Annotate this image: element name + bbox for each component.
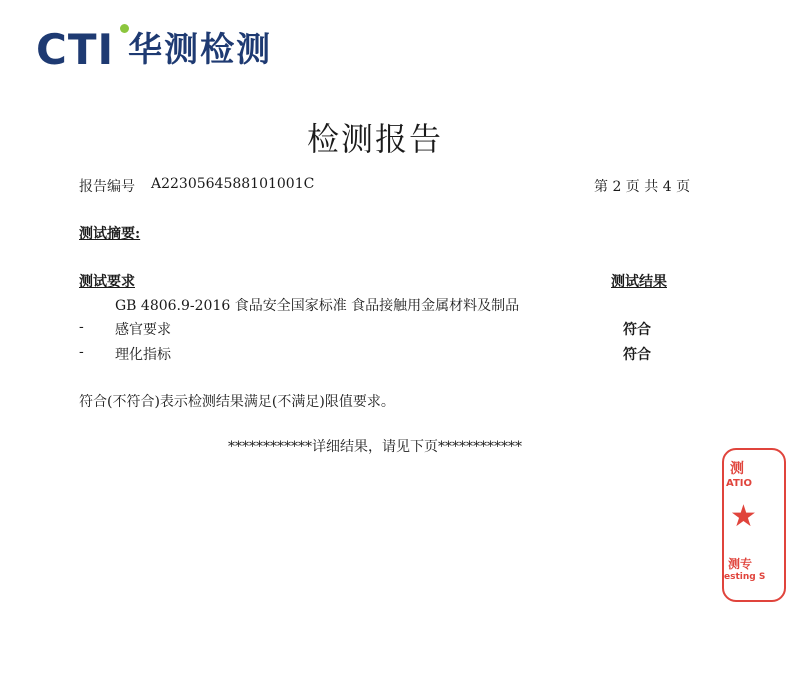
row-result: 符合 — [623, 347, 651, 363]
row-item: 理化指标 — [115, 347, 171, 363]
summary-heading: 测试摘要: — [79, 226, 141, 242]
stamp-text: esting S — [724, 572, 766, 582]
official-seal-stamp — [722, 448, 786, 602]
column-requirement-header: 测试要求 — [79, 274, 135, 290]
report-number-label: 报告编号 — [79, 179, 135, 195]
stamp-text: ATIO — [726, 478, 753, 489]
row-item: 感官要求 — [115, 322, 171, 338]
report-number-value: A2230564588101001C — [151, 176, 315, 192]
stamp-star-icon: ★ — [730, 499, 757, 534]
logo-brand: CTI — [36, 25, 115, 74]
row-bullet: - — [79, 344, 84, 360]
column-result-header: 测试结果 — [611, 274, 667, 290]
continued-notice: ************详细结果，请见下页************ — [228, 439, 522, 455]
result-note: 符合(不符合)表示检测结果满足(不满足)限值要求。 — [79, 394, 395, 410]
logo-dot-icon — [120, 24, 129, 33]
logo-name-cn: 华测检测 — [128, 30, 273, 70]
standard-name: GB 4806.9-2016 食品安全国家标准 食品接触用金属材料及制品 — [115, 298, 520, 314]
row-result: 符合 — [623, 322, 651, 338]
row-bullet: - — [79, 319, 84, 335]
report-title: 检测报告 — [306, 120, 443, 158]
stamp-text: 测 — [730, 461, 744, 477]
stamp-text: 测专 — [728, 557, 753, 571]
page-info: 第 2 页 共 4 页 — [594, 179, 691, 195]
company-logo — [36, 25, 273, 74]
